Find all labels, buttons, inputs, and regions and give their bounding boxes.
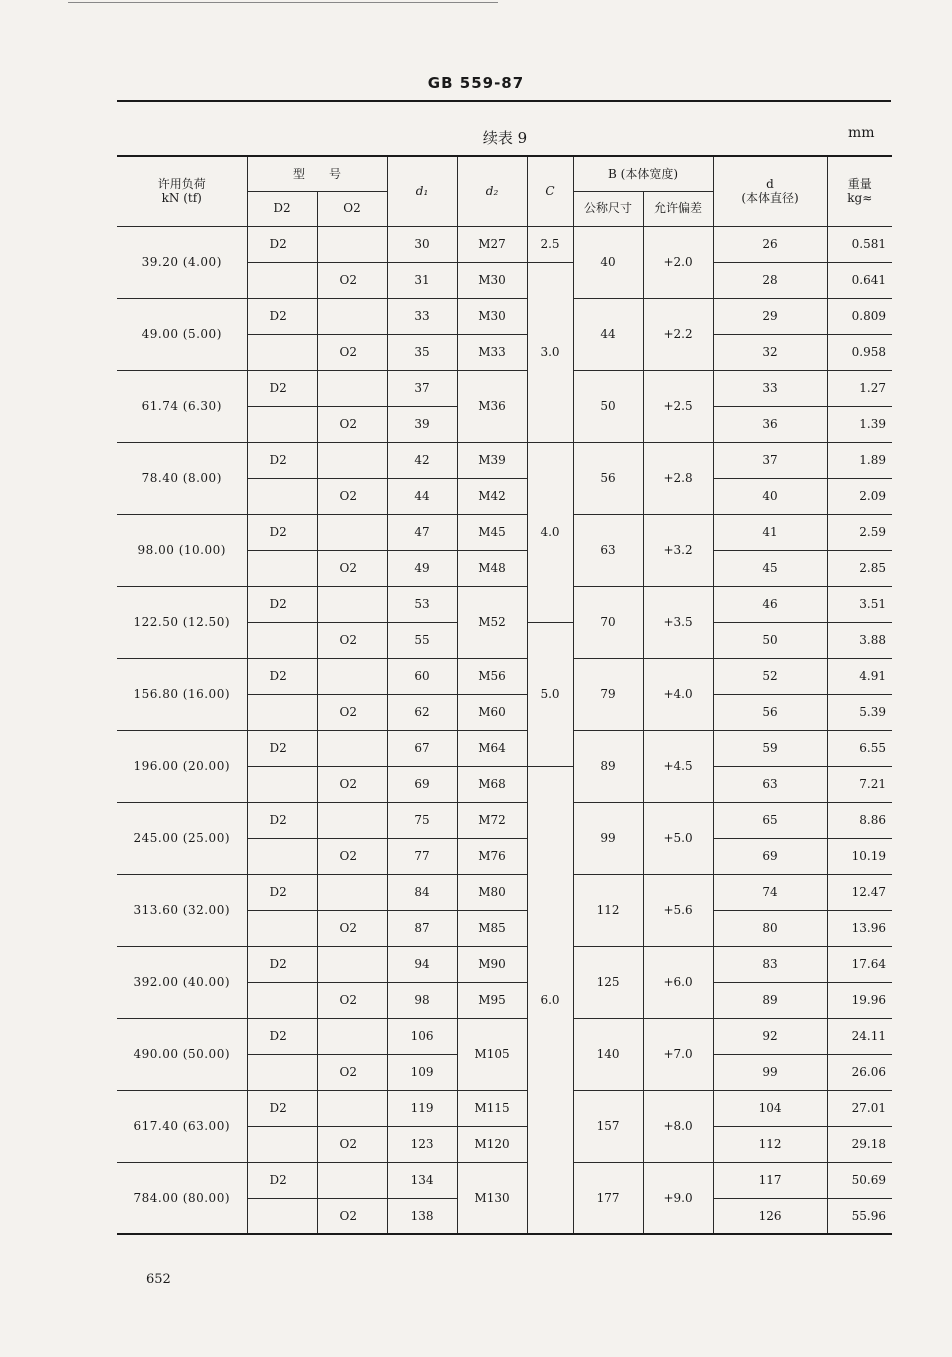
c-cell: 2.5 [527,226,573,262]
b-tolerance-cell: +2.2 [643,298,713,370]
model-o-cell [317,946,387,982]
col-model-d-header: D2 [247,191,317,226]
d1-cell: 69 [387,766,457,802]
model-o-cell [317,1018,387,1054]
d2-cell: M45 [457,514,527,550]
model-o-cell: O2 [317,334,387,370]
body-diameter-cell: 26 [713,226,827,262]
c-cell: 4.0 [527,442,573,622]
d1-cell: 123 [387,1126,457,1162]
model-o-cell: O2 [317,262,387,298]
table-row [117,1090,892,1126]
model-d-cell [247,1054,317,1090]
weight-cell: 6.55 [827,730,892,766]
load-cell: 617.40 (63.00) [117,1090,247,1162]
model-o-cell: O2 [317,622,387,658]
d1-cell: 31 [387,262,457,298]
weight-cell: 24.11 [827,1018,892,1054]
d2-cell: M52 [457,586,527,658]
weight-cell: 55.96 [827,1198,892,1234]
b-nominal-cell: 79 [573,658,643,730]
b-tolerance-cell: +4.5 [643,730,713,802]
body-diameter-cell: 92 [713,1018,827,1054]
model-o-cell: O2 [317,478,387,514]
load-cell: 39.20 (4.00) [117,226,247,298]
b-tolerance-cell: +9.0 [643,1162,713,1234]
model-d-cell: D2 [247,442,317,478]
d2-cell: M30 [457,298,527,334]
weight-cell: 0.641 [827,262,892,298]
body-diameter-cell: 45 [713,550,827,586]
body-diameter-cell: 80 [713,910,827,946]
spec-table [117,155,892,1235]
b-nominal-cell: 125 [573,946,643,1018]
table-header [117,156,892,226]
d1-cell: 53 [387,586,457,622]
d1-cell: 109 [387,1054,457,1090]
top-faint-rule [68,2,498,3]
weight-cell: 2.09 [827,478,892,514]
model-o-cell [317,586,387,622]
table-row [117,658,892,694]
d2-cell: M27 [457,226,527,262]
b-tolerance-cell: +3.5 [643,586,713,658]
body-diameter-cell: 89 [713,982,827,1018]
d2-cell: M95 [457,982,527,1018]
model-d-cell: D2 [247,946,317,982]
model-d-cell: D2 [247,298,317,334]
d1-cell: 75 [387,802,457,838]
b-nominal-cell: 70 [573,586,643,658]
table-row [117,586,892,622]
c-cell: 3.0 [527,262,573,442]
col-model-o-header: O2 [317,191,387,226]
b-tolerance-cell: +3.2 [643,514,713,586]
load-cell: 392.00 (40.00) [117,946,247,1018]
load-cell: 78.40 (8.00) [117,442,247,514]
body-diameter-cell: 59 [713,730,827,766]
model-d-cell: D2 [247,370,317,406]
col-b-nominal-header: 公称尺寸 [573,191,643,226]
d2-cell: M72 [457,802,527,838]
b-nominal-cell: 89 [573,730,643,802]
d2-cell: M130 [457,1162,527,1234]
table-row [117,514,892,550]
b-nominal-cell: 63 [573,514,643,586]
model-o-cell [317,1162,387,1198]
model-o-cell: O2 [317,694,387,730]
col-body-diameter-header: d (本体直径) [713,156,827,226]
model-o-cell: O2 [317,838,387,874]
d1-cell: 37 [387,370,457,406]
model-d-cell: D2 [247,586,317,622]
d1-cell: 55 [387,622,457,658]
d1-cell: 39 [387,406,457,442]
b-tolerance-cell: +5.0 [643,802,713,874]
b-tolerance-cell: +6.0 [643,946,713,1018]
b-tolerance-cell: +2.0 [643,226,713,298]
model-d-cell [247,478,317,514]
load-cell: 61.74 (6.30) [117,370,247,442]
model-d-cell: D2 [247,514,317,550]
col-b-tolerance-header: 允许偏差 [643,191,713,226]
weight-cell: 0.809 [827,298,892,334]
d1-cell: 49 [387,550,457,586]
table-row [117,730,892,766]
body-diameter-cell: 33 [713,370,827,406]
b-nominal-cell: 140 [573,1018,643,1090]
model-o-cell [317,730,387,766]
table-row [117,802,892,838]
b-nominal-cell: 112 [573,874,643,946]
table-row [117,1162,892,1198]
d1-cell: 30 [387,226,457,262]
weight-cell: 13.96 [827,910,892,946]
table-row [117,442,892,478]
model-d-cell: D2 [247,658,317,694]
model-d-cell [247,406,317,442]
d1-cell: 67 [387,730,457,766]
body-diameter-cell: 65 [713,802,827,838]
table-unit: mm [848,125,875,141]
load-cell: 49.00 (5.00) [117,298,247,370]
load-cell: 156.80 (16.00) [117,658,247,730]
page-number: 652 [146,1272,171,1287]
d1-cell: 84 [387,874,457,910]
body-diameter-cell: 32 [713,334,827,370]
load-cell: 245.00 (25.00) [117,802,247,874]
d2-cell: M48 [457,550,527,586]
model-o-cell [317,658,387,694]
b-nominal-cell: 40 [573,226,643,298]
model-d-cell [247,694,317,730]
model-o-cell [317,226,387,262]
d1-cell: 77 [387,838,457,874]
model-o-cell: O2 [317,1198,387,1234]
body-diameter-cell: 52 [713,658,827,694]
weight-cell: 8.86 [827,802,892,838]
body-diameter-cell: 50 [713,622,827,658]
body-diameter-cell: 40 [713,478,827,514]
d2-cell: M30 [457,262,527,298]
b-nominal-cell: 99 [573,802,643,874]
b-tolerance-cell: +4.0 [643,658,713,730]
d1-cell: 94 [387,946,457,982]
table-row [117,946,892,982]
model-o-cell [317,298,387,334]
body-diameter-cell: 56 [713,694,827,730]
body-diameter-cell: 83 [713,946,827,982]
d2-cell: M76 [457,838,527,874]
model-d-cell [247,1198,317,1234]
model-o-cell [317,370,387,406]
b-nominal-cell: 56 [573,442,643,514]
d2-cell: M33 [457,334,527,370]
d1-cell: 106 [387,1018,457,1054]
table-row [117,226,892,262]
d2-cell: M68 [457,766,527,802]
model-d-cell [247,334,317,370]
d2-cell: M115 [457,1090,527,1126]
model-d-cell: D2 [247,874,317,910]
body-diameter-cell: 37 [713,442,827,478]
model-d-cell [247,550,317,586]
weight-cell: 10.19 [827,838,892,874]
weight-cell: 1.89 [827,442,892,478]
weight-cell: 1.39 [827,406,892,442]
d1-cell: 87 [387,910,457,946]
load-cell: 98.00 (10.00) [117,514,247,586]
d1-cell: 62 [387,694,457,730]
col-d2-header: d₂ [457,156,527,226]
model-d-cell: D2 [247,730,317,766]
col-model-header: 型 号 [247,156,387,191]
body-diameter-cell: 99 [713,1054,827,1090]
d1-cell: 119 [387,1090,457,1126]
b-tolerance-cell: +2.5 [643,370,713,442]
body-diameter-cell: 28 [713,262,827,298]
weight-cell: 19.96 [827,982,892,1018]
d2-cell: M120 [457,1126,527,1162]
table-row [117,1018,892,1054]
col-d1-header: d₁ [387,156,457,226]
d1-cell: 98 [387,982,457,1018]
d2-cell: M80 [457,874,527,910]
weight-cell: 5.39 [827,694,892,730]
d2-cell: M60 [457,694,527,730]
weight-cell: 3.88 [827,622,892,658]
col-c-header: C [527,156,573,226]
c-cell: 6.0 [527,766,573,1234]
table-row [117,874,892,910]
b-tolerance-cell: +7.0 [643,1018,713,1090]
body-diameter-cell: 74 [713,874,827,910]
d2-cell: M56 [457,658,527,694]
model-d-cell: D2 [247,226,317,262]
load-cell: 122.50 (12.50) [117,586,247,658]
body-diameter-cell: 46 [713,586,827,622]
col-b-header: B (本体宽度) [573,156,713,191]
weight-cell: 29.18 [827,1126,892,1162]
col-load-header: 许用负荷 kN (tf) [117,156,247,226]
model-o-cell: O2 [317,406,387,442]
model-d-cell [247,766,317,802]
body-diameter-cell: 29 [713,298,827,334]
model-d-cell [247,622,317,658]
weight-cell: 1.27 [827,370,892,406]
d2-cell: M42 [457,478,527,514]
model-o-cell [317,874,387,910]
body-diameter-cell: 69 [713,838,827,874]
load-cell: 196.00 (20.00) [117,730,247,802]
body-diameter-cell: 36 [713,406,827,442]
model-o-cell [317,802,387,838]
model-o-cell: O2 [317,1126,387,1162]
table-body [117,226,892,1234]
load-cell: 313.60 (32.00) [117,874,247,946]
d1-cell: 33 [387,298,457,334]
b-tolerance-cell: +5.6 [643,874,713,946]
body-diameter-cell: 117 [713,1162,827,1198]
model-o-cell [317,1090,387,1126]
d1-cell: 138 [387,1198,457,1234]
weight-cell: 4.91 [827,658,892,694]
d1-cell: 47 [387,514,457,550]
d2-cell: M105 [457,1018,527,1090]
weight-cell: 26.06 [827,1054,892,1090]
d1-cell: 44 [387,478,457,514]
d2-cell: M64 [457,730,527,766]
model-d-cell: D2 [247,1162,317,1198]
model-d-cell: D2 [247,1090,317,1126]
table-row [117,298,892,334]
body-diameter-cell: 63 [713,766,827,802]
header-rule [117,100,891,102]
model-o-cell: O2 [317,910,387,946]
c-cell: 5.0 [527,622,573,766]
b-nominal-cell: 44 [573,298,643,370]
body-diameter-cell: 126 [713,1198,827,1234]
table-row [117,370,892,406]
weight-cell: 2.85 [827,550,892,586]
weight-cell: 2.59 [827,514,892,550]
weight-cell: 50.69 [827,1162,892,1198]
b-nominal-cell: 157 [573,1090,643,1162]
model-o-cell: O2 [317,766,387,802]
model-d-cell [247,1126,317,1162]
model-d-cell: D2 [247,1018,317,1054]
weight-cell: 0.581 [827,226,892,262]
b-tolerance-cell: +8.0 [643,1090,713,1162]
b-tolerance-cell: +2.8 [643,442,713,514]
model-d-cell [247,982,317,1018]
model-d-cell [247,262,317,298]
model-d-cell [247,910,317,946]
model-d-cell: D2 [247,802,317,838]
weight-cell: 3.51 [827,586,892,622]
body-diameter-cell: 104 [713,1090,827,1126]
d2-cell: M90 [457,946,527,982]
d1-cell: 42 [387,442,457,478]
weight-cell: 17.64 [827,946,892,982]
model-o-cell [317,442,387,478]
model-o-cell: O2 [317,550,387,586]
standard-code: GB 559-87 [427,74,525,92]
table-caption: 续表 9 [482,129,528,147]
d1-cell: 60 [387,658,457,694]
load-cell: 490.00 (50.00) [117,1018,247,1090]
d2-cell: M39 [457,442,527,478]
d1-cell: 134 [387,1162,457,1198]
model-o-cell [317,514,387,550]
weight-cell: 7.21 [827,766,892,802]
model-d-cell [247,838,317,874]
d2-cell: M85 [457,910,527,946]
body-diameter-cell: 41 [713,514,827,550]
d1-cell: 35 [387,334,457,370]
load-cell: 784.00 (80.00) [117,1162,247,1234]
b-nominal-cell: 50 [573,370,643,442]
weight-cell: 27.01 [827,1090,892,1126]
weight-cell: 0.958 [827,334,892,370]
weight-cell: 12.47 [827,874,892,910]
b-nominal-cell: 177 [573,1162,643,1234]
model-o-cell: O2 [317,1054,387,1090]
model-o-cell: O2 [317,982,387,1018]
col-weight-header: 重量 kg≈ [827,156,892,226]
d2-cell: M36 [457,370,527,442]
body-diameter-cell: 112 [713,1126,827,1162]
